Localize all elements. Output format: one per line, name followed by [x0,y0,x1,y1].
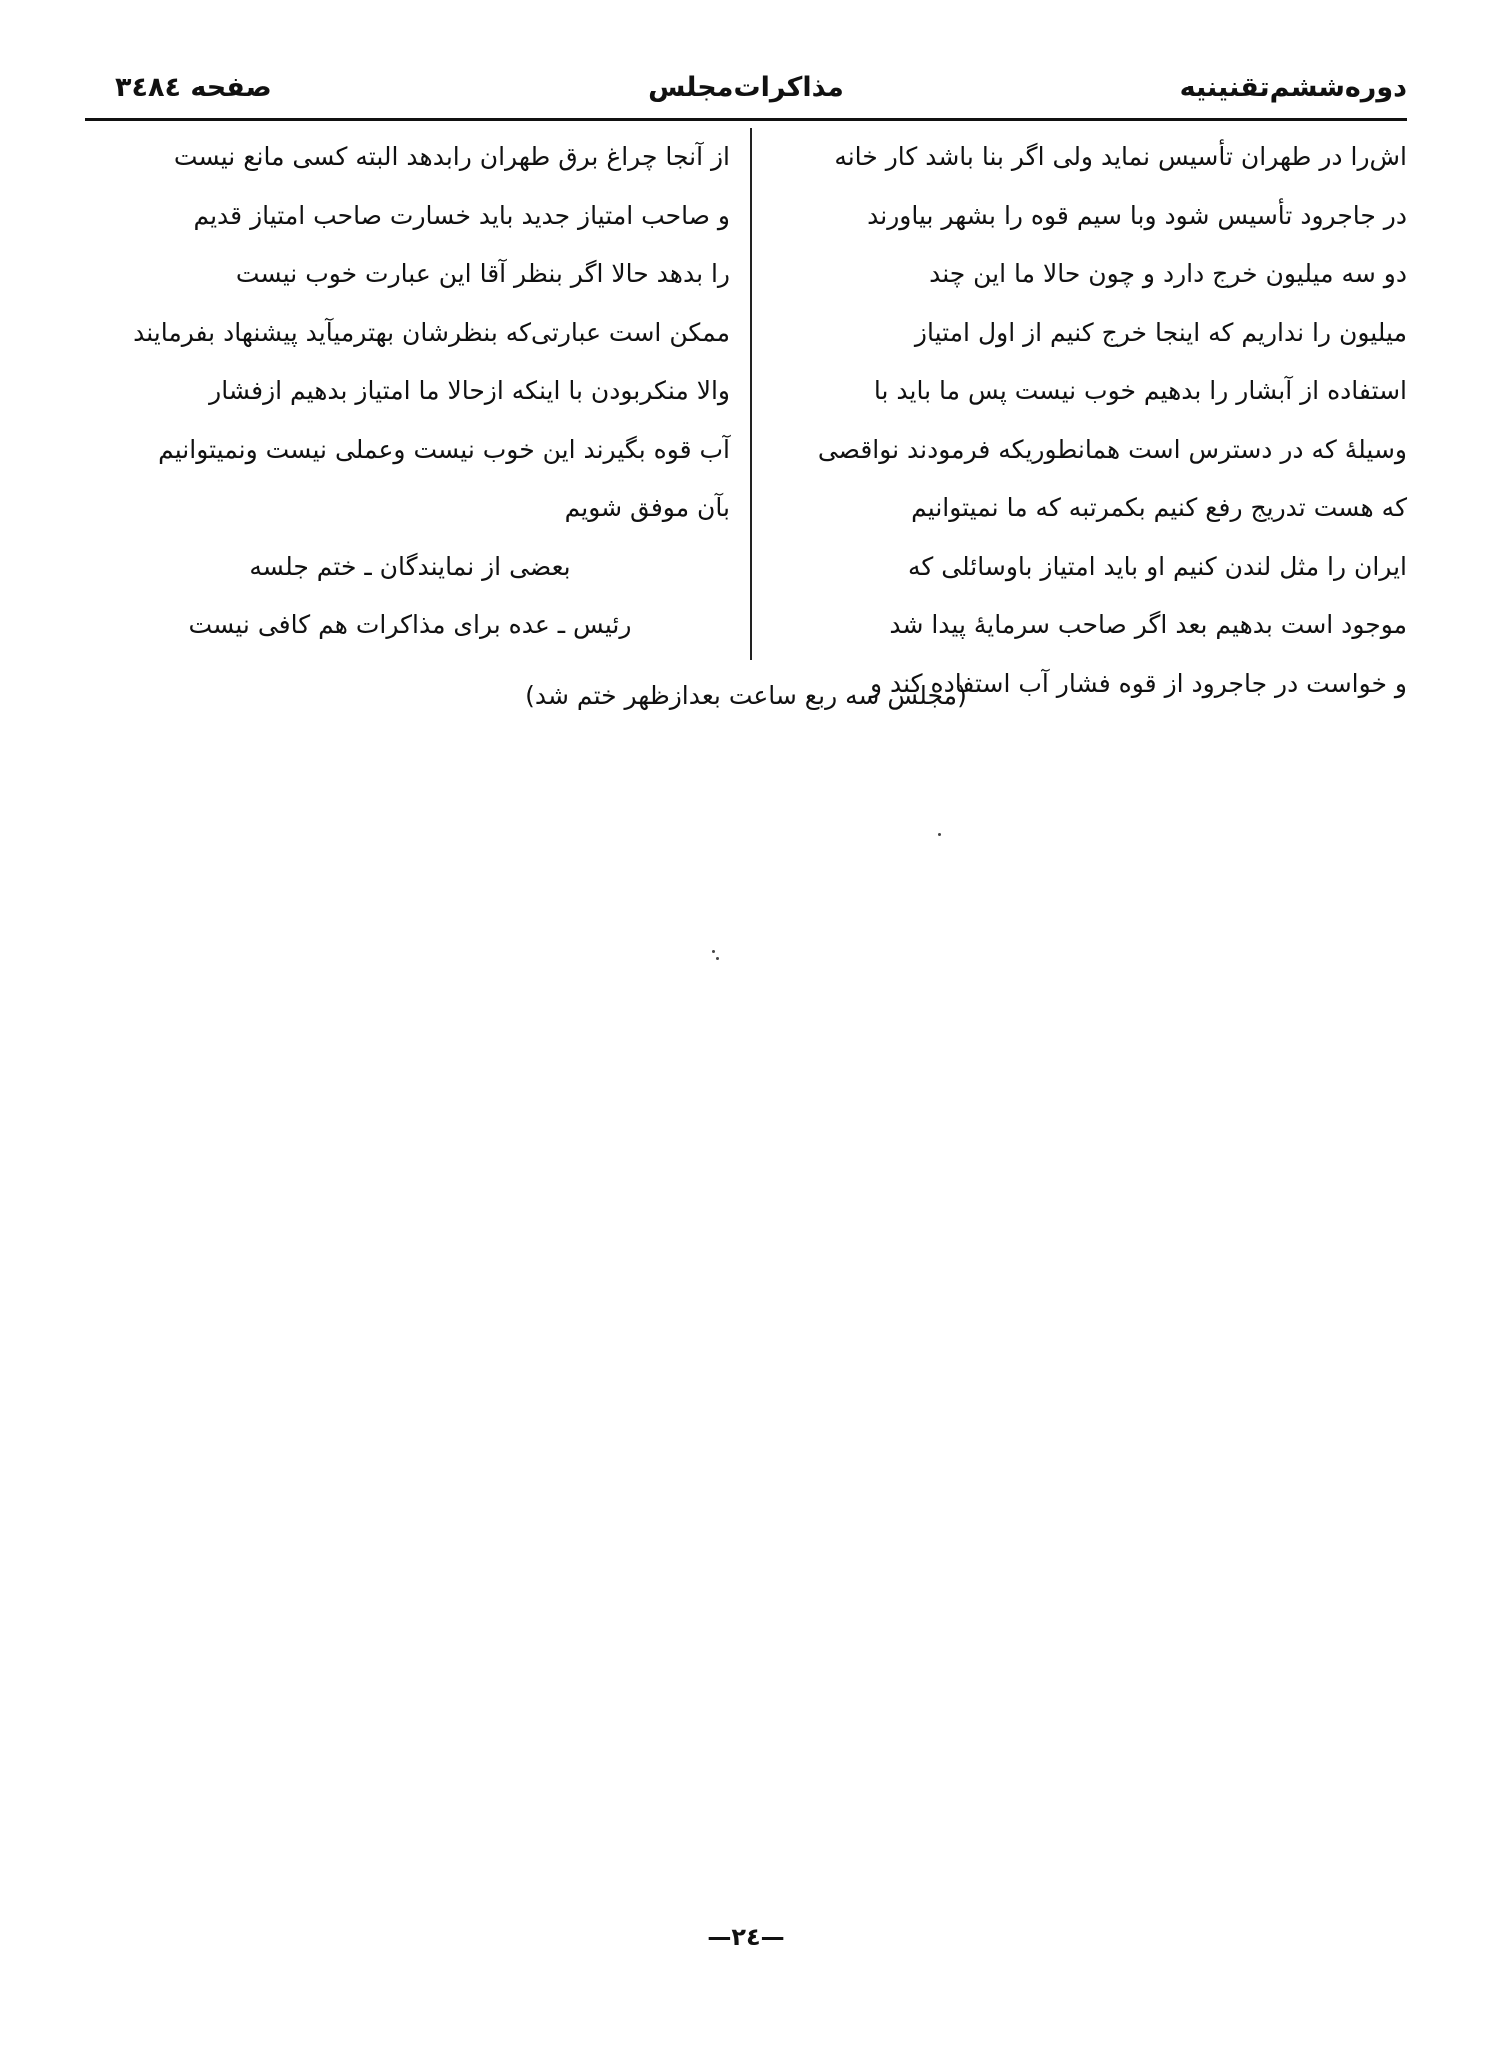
column-divider [750,128,752,660]
text-line: و خواست در جاجرود از قوه فشار آب استفاده کند و [869,668,1407,698]
header-publication-title: مذاکرات‌مجلس [648,72,844,103]
text-line: آب قوه بگیرند این خوب نیست وعملی نیست ونمیتوانیم [158,434,730,464]
header-rule [85,118,1407,121]
scan-speck [712,950,715,953]
president-remark: رئیس ـ عده برای مذاکرات هم کافی نیست [188,610,632,639]
header-session-title: دوره‌ششم‌تقنینیه [1179,72,1407,103]
page-header [85,60,1407,118]
text-line: دو سه میلیون خرج دارد و چون حالا ما این چند [929,259,1407,288]
text-line: والا منکربودن با اینکه ازحالا ما امتیاز بدهیم ازفشار [209,376,730,405]
text-line: موجود است بدهیم بعد اگر صاحب سرمایهٔ پیدا شد [889,610,1407,639]
header-page-label: صفحه ٣٤٨٤ [115,72,272,103]
text-line: ایران را مثل لندن کنیم او باید امتیاز باوسائلی که [907,551,1407,581]
text-line: استفاده از آبشار را بدهیم خوب نیست پس ما باید با [873,376,1407,405]
scan-speck [938,833,941,836]
left-column [90,128,730,668]
text-line: اش‌را در طهران تأسیس نماید ولی اگر بنا باشد کار خانه [834,142,1407,171]
text-line: در جاجرود تأسیس شود وبا سیم قوه را بشهر بیاورند [867,200,1407,230]
text-line: میلیون را نداریم که اینجا خرج کنیم از اول امتیاز [914,317,1407,347]
members-interjection: بعضی از نمایندگان ـ ختم جلسه [249,551,571,581]
scan-speck [716,957,719,960]
text-line: را بدهد حالا اگر بنظر آقا این عبارت خوب نیست [235,259,730,288]
text-line: ممکن است عبارتی‌که بنظرشان بهترمیآید پیشنهاد بفرمایند [133,317,730,347]
text-line: از آنجا چراغ برق طهران رابدهد البته کسی مانع نیست [173,142,730,171]
text-line: وسیلهٔ که در دسترس است همانطوریکه فرمودند نواقصی [817,434,1407,464]
text-line: بآن موفق شویم [564,493,730,522]
text-line: و صاحب امتیاز جدید باید خسارت صاحب امتیاز قدیم [193,200,730,230]
right-column [777,128,1407,698]
page-number: —٢٤— [707,1923,785,1951]
text-line: که هست تدریج رفع کنیم بکمرتبه که ما نمیتوانیم [911,493,1407,522]
session-closing-note: (مجلس سه ربع ساعت بعدازظهر ختم شد) [525,681,967,710]
